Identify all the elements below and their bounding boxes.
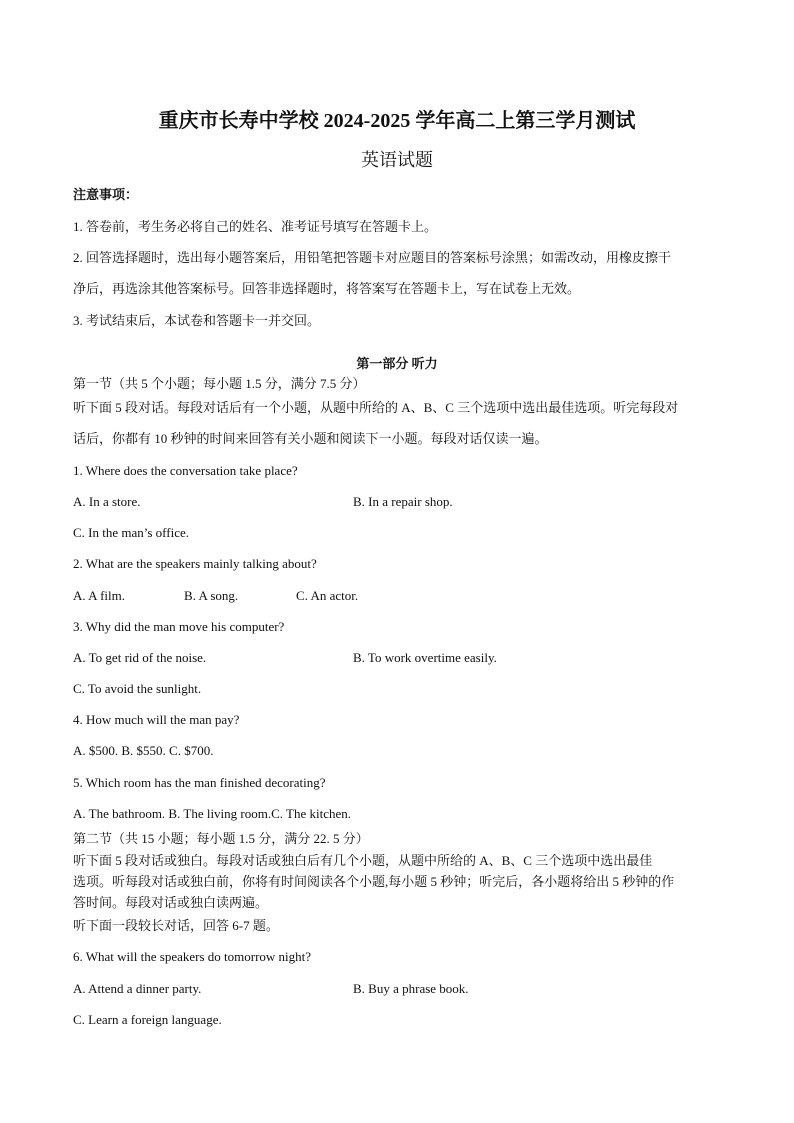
notice-heading: 注意事项： [73, 187, 139, 202]
section2-heading: 第二节（共 15 小题；每小题 1.5 分，满分 22. 5 分） [73, 831, 369, 846]
option-2a: A. A film. [73, 588, 126, 603]
notice-item: 3. 考试结束后，本试卷和答题卡一并交回。 [73, 313, 321, 328]
page-subtitle: 英语试题 [361, 150, 433, 170]
page-title: 重庆市长寿中学校 2024-2025 学年高二上第三学月测试 [158, 110, 636, 132]
option-1a: A. In a store. [73, 494, 141, 509]
section2-lead: 听下面一段较长对话，回答 6-7 题。 [73, 918, 279, 933]
option-6c: C. Learn a foreign language. [73, 1012, 222, 1027]
section1-instructions: 话后，你都有 10 秒钟的时间来回答有关小题和阅读下一小题。每段对话仅读一遍。 [73, 431, 548, 446]
notice-item: 2. 回答选择题时，选出每小题答案后，用铅笔把答题卡对应题目的答案标号涂黑；如需改动，用橡皮擦干 [73, 250, 672, 265]
section2-instructions: 答时间。每段对话或独白读两遍。 [73, 895, 269, 910]
option-1c: C. In the man’s office. [73, 525, 190, 540]
section1-heading: 第一节（共 5 个小题；每小题 1.5 分，满分 7.5 分） [73, 376, 366, 391]
option-2c: C. An actor. [296, 588, 359, 603]
question-6: 6. What will the speakers do tomorrow night? [73, 949, 312, 964]
question-5: 5. Which room has the man finished decorating? [73, 775, 326, 790]
options-5: A. The bathroom. B. The living room.C. The kitchen. [73, 806, 352, 821]
question-3: 3. Why did the man move his computer? [73, 619, 285, 634]
options-4: A. $500. B. $550. C. $700. [73, 743, 214, 758]
option-3b: B. To work overtime easily. [353, 650, 497, 665]
question-2: 2. What are the speakers mainly talking about? [73, 556, 317, 571]
question-4: 4. How much will the man pay? [73, 712, 240, 727]
section2-instructions: 听下面 5 段对话或独白。每段对话或独白后有几个小题，从题中所给的 A、B、C 三个选项中选出最佳 [73, 853, 653, 868]
option-1b: B. In a repair shop. [353, 494, 453, 509]
notice-item: 1. 答卷前，考生务必将自己的姓名、准考证号填写在答题卡上。 [73, 219, 438, 234]
option-6b: B. Buy a phrase book. [353, 981, 469, 996]
option-3a: A. To get rid of the noise. [73, 650, 207, 665]
section2-instructions: 选项。听每段对话或独白前，你将有时间阅读各个小题,每小题 5 秒钟；听完后，各小题将给出 5 秒钟的作 [73, 874, 675, 889]
question-1: 1. Where does the conversation take place? [73, 463, 298, 478]
section1-instructions: 听下面 5 段对话。每段对话后有一个小题，从题中所给的 A、B、C 三个选项中选出最佳选项。听完每段对 [73, 400, 679, 415]
option-6a: A. Attend a dinner party. [73, 981, 202, 996]
part1-heading: 第一部分 听力 [356, 356, 438, 371]
option-3c: C. To avoid the sunlight. [73, 681, 202, 696]
notice-item: 净后，再选涂其他答案标号。回答非选择题时，将答案写在答题卡上，写在试卷上无效。 [73, 281, 581, 296]
option-2b: B. A song. [184, 588, 239, 603]
